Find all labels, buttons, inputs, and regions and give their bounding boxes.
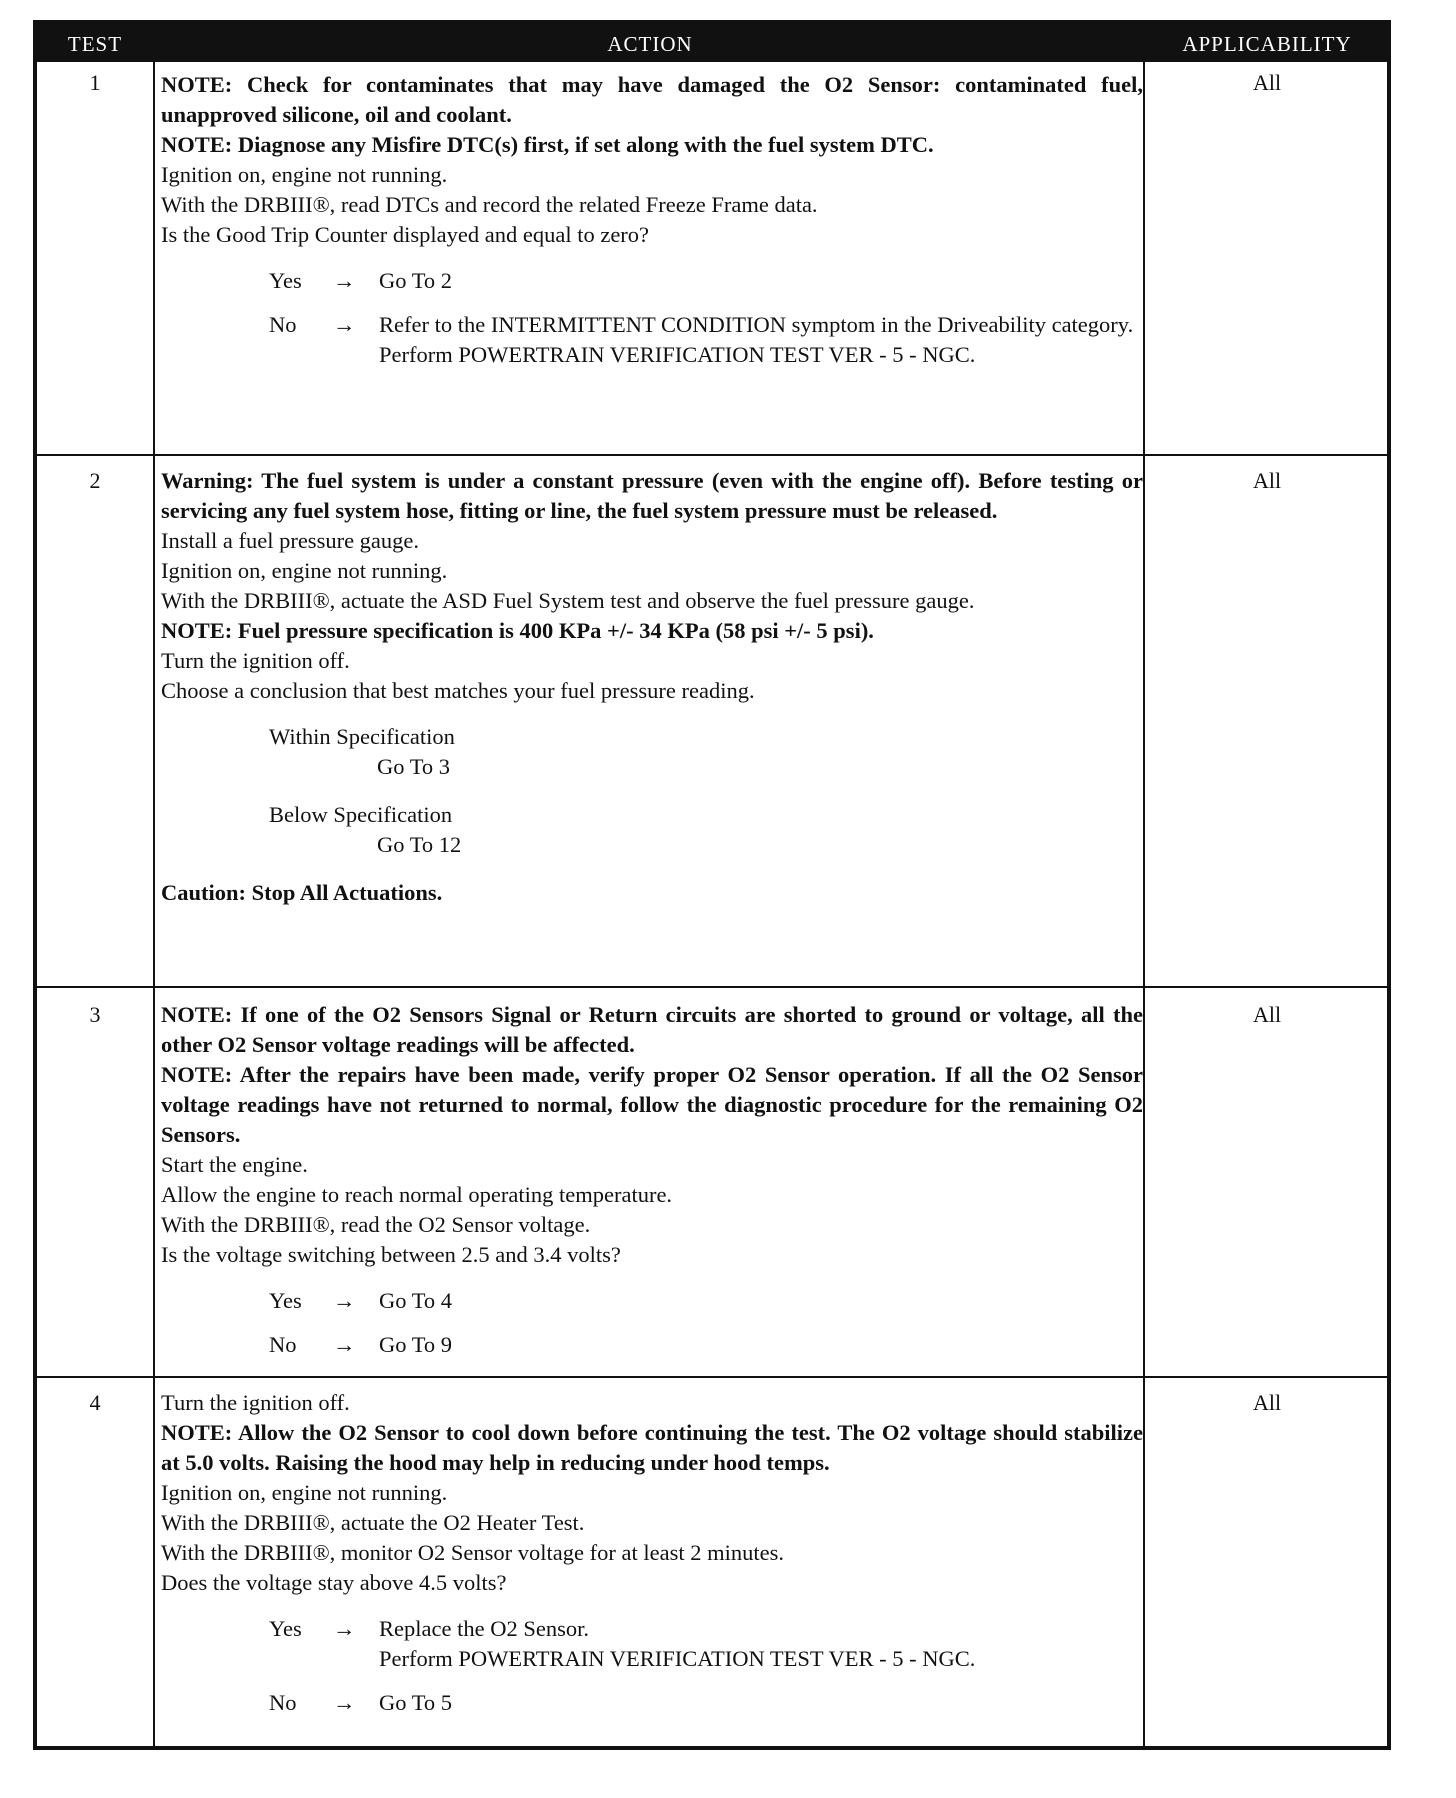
- test-row-4: [37, 1376, 1387, 1746]
- goto-result: Go To 2: [379, 268, 453, 293]
- option-result-line: Refer to the INTERMITTENT CONDITION symptom in the Driveability category.: [379, 312, 1134, 337]
- goto-result: Go To 4: [379, 1288, 453, 1313]
- action-cell: [161, 1388, 1143, 1718]
- step-line: Turn the ignition off.: [161, 1390, 350, 1415]
- question-line: Is the Good Trip Counter displayed and equal to zero?: [161, 222, 650, 247]
- question-line: Choose a conclusion that best matches your fuel pressure reading.: [161, 678, 755, 703]
- header-applicability: APPLICABILITY: [1182, 32, 1352, 56]
- conclusion-label: Below Specification: [269, 802, 453, 827]
- option-no: No → Refer to the INTERMITTENT CONDITION symptom in the Driveability category. Perform POWERTRAIN VERIFICATION TEST VER - 5 - NGC.: [161, 310, 1143, 400]
- conclusion-within: [269, 722, 1143, 782]
- test-row-2: [37, 454, 1387, 986]
- option-yes: Yes → Go To 4: [161, 1286, 1143, 1316]
- step-line: Allow the engine to reach normal operating temperature.: [161, 1182, 673, 1207]
- applicability-value: All: [1252, 468, 1282, 493]
- goto-result: Go To 9: [379, 1332, 453, 1357]
- applicability-value: All: [1252, 1002, 1282, 1027]
- header-test: TEST: [67, 32, 123, 56]
- note-line: NOTE: Diagnose any Misfire DTC(s) first, if set along with the fuel system DTC.: [161, 132, 934, 157]
- note-line: NOTE: Allow the O2 Sensor to cool down before continuing the test. The O2 voltage should stabilize at 5.0 volts. Raising the hood may help in reducing under hood temps.: [161, 1420, 1143, 1475]
- question-line: Does the voltage stay above 4.5 volts?: [161, 1570, 507, 1595]
- conclusion-below: [269, 800, 1143, 860]
- diagnostic-table: [33, 20, 1391, 1750]
- arrow-icon: →: [333, 1690, 356, 1715]
- option-yes: Yes → Go To 2: [161, 266, 1143, 296]
- note-line: NOTE: After the repairs have been made, verify proper O2 Sensor operation. If all the O2 Sensor voltage readings have not returned to normal, follow the diagnostic procedure for the remaining O2 Sensors.: [161, 1062, 1143, 1147]
- arrow-icon: →: [333, 268, 356, 293]
- option-yes: Yes → Replace the O2 Sensor. Perform POWERTRAIN VERIFICATION TEST VER - 5 - NGC.: [161, 1614, 1143, 1674]
- option-result-line: Replace the O2 Sensor.: [379, 1616, 589, 1641]
- step-line: With the DRBIII®, read the O2 Sensor voltage.: [161, 1212, 591, 1237]
- test-number: 1: [89, 70, 101, 95]
- step-line: Start the engine.: [161, 1152, 308, 1177]
- test-number: 2: [89, 468, 101, 493]
- step-line: Install a fuel pressure gauge.: [161, 528, 420, 553]
- goto-result: Go To 5: [379, 1690, 453, 1715]
- test-number: 3: [89, 1002, 101, 1027]
- step-line: With the DRBIII®, read DTCs and record the related Freeze Frame data.: [161, 192, 818, 217]
- option-result-line: Perform POWERTRAIN VERIFICATION TEST VER - 5 - NGC.: [379, 342, 976, 367]
- table-header: [37, 24, 1387, 62]
- goto-result: Go To 12: [377, 832, 462, 857]
- step-line: Turn the ignition off.: [161, 648, 350, 673]
- action-cell: [161, 466, 1143, 908]
- step-line: Ignition on, engine not running.: [161, 558, 448, 583]
- conclusion-label: Within Specification: [269, 724, 455, 749]
- option-no: No → Go To 9: [161, 1330, 1143, 1360]
- arrow-icon: →: [333, 1332, 356, 1357]
- step-line: With the DRBIII®, actuate the ASD Fuel System test and observe the fuel pressure gauge.: [161, 588, 975, 613]
- header-action: ACTION: [607, 32, 693, 56]
- caution-line: Caution: Stop All Actuations.: [161, 880, 443, 905]
- applicability-value: All: [1252, 1390, 1282, 1415]
- step-line: Ignition on, engine not running.: [161, 1480, 448, 1505]
- step-line: Ignition on, engine not running.: [161, 162, 448, 187]
- test-row-1: [37, 62, 1387, 454]
- goto-result: Go To 3: [377, 754, 451, 779]
- note-line: NOTE: Fuel pressure specification is 400 KPa +/- 34 KPa (58 psi +/- 5 psi).: [161, 618, 874, 643]
- option-result-line: Perform POWERTRAIN VERIFICATION TEST VER - 5 - NGC.: [379, 1646, 976, 1671]
- test-row-3: [37, 986, 1387, 1376]
- step-line: With the DRBIII®, actuate the O2 Heater Test.: [161, 1510, 585, 1535]
- action-cell: [161, 70, 1143, 400]
- note-line: NOTE: If one of the O2 Sensors Signal or Return circuits are shorted to ground or voltage, all the other O2 Sensor voltage readings will be affected.: [161, 1002, 1143, 1057]
- note-line: NOTE: Check for contaminates that may have damaged the O2 Sensor: contaminated fuel, unapproved silicone, oil and coolant.: [161, 72, 1143, 127]
- arrow-icon: →: [333, 1288, 356, 1313]
- arrow-icon: →: [333, 312, 356, 337]
- action-cell: [161, 1000, 1143, 1360]
- step-line: With the DRBIII®, monitor O2 Sensor voltage for at least 2 minutes.: [161, 1540, 784, 1565]
- warning-line: Warning: The fuel system is under a constant pressure (even with the engine off). Before testing or servicing any fuel system hose, fitting or line, the fuel system pressure must be released.: [161, 468, 1143, 523]
- applicability-value: All: [1252, 70, 1282, 95]
- question-line: Is the voltage switching between 2.5 and 3.4 volts?: [161, 1242, 621, 1267]
- option-no: No → Go To 5: [161, 1688, 1143, 1718]
- arrow-icon: →: [333, 1616, 356, 1641]
- test-number: 4: [89, 1390, 101, 1415]
